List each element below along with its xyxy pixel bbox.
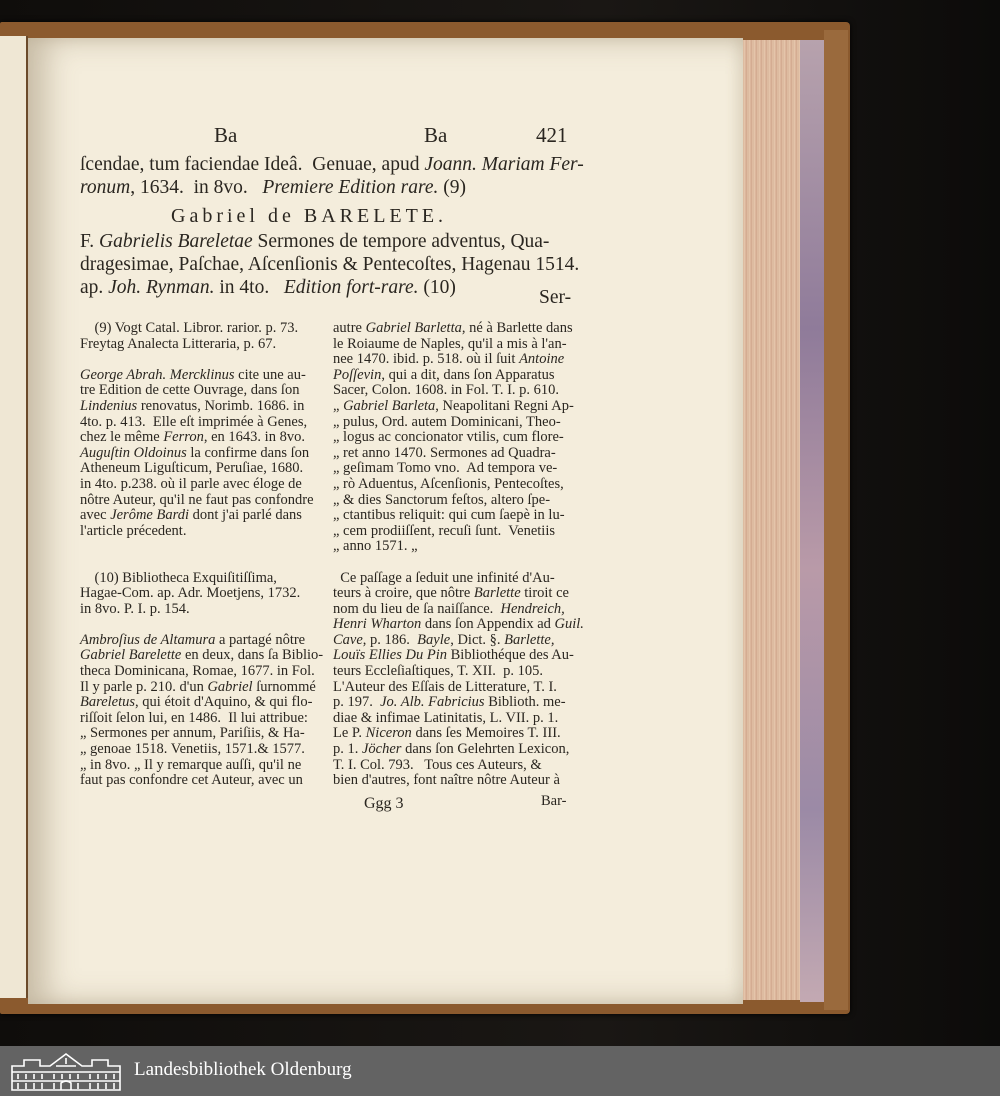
left-column-line [80, 772, 323, 788]
section-title: Gabriel de BARELETE. [171, 205, 448, 227]
right-column-line-segment: Le P. [333, 725, 366, 742]
left-column-line-segment: faut pas confondre cet Auteur, avec un [80, 772, 303, 789]
entry-line-segment: Sermones de tempore adventus, Qua- [252, 231, 550, 252]
right-column-line-segment: Louïs Ellies Du Pin [333, 647, 447, 664]
left-column-line [80, 351, 323, 367]
right-column-line [333, 694, 584, 710]
right-column-line-segment: nee 1470. ibid. p. 518. où il ſuit [333, 351, 520, 368]
left-column-line-segment: George Abrah. Mercklinus [80, 366, 235, 383]
right-column-line-segment: diae & infimae Latinitatis, L. VII. p. 1. [333, 709, 559, 726]
left-column-line-segment: Il y parle p. 210. d'un [80, 678, 208, 695]
left-column-line [80, 647, 323, 663]
left-column-line [80, 570, 323, 586]
right-column-line-segment: le Roiaume de Naples, qu'il a mis à l'an- [333, 335, 567, 352]
left-column-line-segment: Gabriel Barelette [80, 647, 182, 664]
right-column-line-segment: „ cem prodiiſſent, recuſi ſunt. Venetiis [333, 522, 556, 539]
left-column-line [80, 679, 323, 695]
footnotes-left-column [80, 320, 323, 788]
right-column-line [333, 725, 584, 741]
left-column-line-segment: Gabriel [207, 678, 253, 695]
right-column-line [333, 460, 584, 476]
left-column-line [80, 382, 323, 398]
top-line-segment: ronum [80, 177, 131, 198]
left-column-line-segment: 4to. p. 413. Elle eſt imprimée à Genes, [80, 413, 308, 430]
left-column-line-segment: Hagae-Com. ap. Adr. Moetjens, 1732. [80, 585, 301, 602]
entry-line-segment: F. [80, 231, 100, 252]
left-column-line-segment: Ambroſius de Altamura [80, 631, 216, 648]
entry-line-segment: in 4to. [214, 277, 284, 298]
right-column-line-segment: Biblioth. me- [484, 694, 566, 711]
left-column-line-segment: in 4to. p.238. où il parle avec éloge de [80, 475, 302, 492]
top-line-segment: , 1634. in 8vo. [130, 177, 263, 198]
left-column-line [80, 460, 323, 476]
left-column-line-segment: (10) Bibliotheca Exquiſitiſſima, [80, 569, 277, 586]
entry-line [80, 253, 579, 276]
catchword-top: Ser- [539, 287, 572, 308]
right-column-line [333, 538, 584, 554]
left-column-line [80, 601, 323, 617]
right-column-line [333, 647, 584, 663]
right-column-line-segment: Jo. Alb. Fabricius [380, 694, 485, 711]
right-column-line-segment: dans ſon Gelehrten Lexicon, [401, 741, 570, 758]
left-column-line-segment: renovatus, Norimb. 1686. in [137, 397, 305, 414]
entry-line-segment: Gabrielis Bareletae [99, 231, 253, 252]
right-column-line-segment: „ pulus, Ord. autem Dominicani, Theo- [333, 413, 561, 430]
right-column-line [333, 367, 584, 383]
signature-mark: Ggg 3 [364, 795, 404, 812]
left-column-line-segment: in 8vo. P. I. p. 154. [80, 600, 190, 617]
entry-line-segment: ap. [80, 277, 109, 298]
right-column-line [333, 772, 584, 788]
left-column-line-segment: Ferron [163, 429, 204, 446]
right-column-line [333, 476, 584, 492]
left-column-line-segment: theca Dominicana, Romae, 1677. in Fol. [80, 663, 315, 680]
left-column-line [80, 523, 323, 539]
left-column-line [80, 632, 323, 648]
right-column-line-segment: L'Auteur des Eſſais de Litterature, T. I. [333, 678, 557, 695]
left-column-line [80, 336, 323, 352]
right-column-line [333, 492, 584, 508]
entry-line-segment: (10) [418, 277, 456, 298]
library-footer-bar [0, 1046, 1000, 1096]
right-column-line-segment: Guil. [554, 616, 584, 633]
right-column-line-segment: Barlette [473, 585, 521, 602]
right-column-line [333, 351, 584, 367]
left-column-line-segment: Jerôme Bardi [110, 507, 189, 524]
entry-line [80, 230, 579, 253]
right-column-line [333, 616, 584, 632]
right-column-line-segment: , Dict. §. [450, 631, 505, 648]
left-column-line-segment: dont j'ai parlé dans [188, 507, 302, 524]
right-column-line-segment: Barlette, [504, 631, 555, 648]
right-column-line [333, 757, 584, 773]
right-column-line-segment: p. 1. [333, 741, 362, 758]
left-column-line [80, 367, 323, 383]
right-column-line-segment: „ anno 1571. „ [333, 538, 418, 555]
left-column-line-segment: la confirme dans ſon [186, 444, 310, 461]
right-column-line-segment: autre [333, 320, 366, 336]
right-column-line [333, 585, 584, 601]
footnotes-right-column [333, 320, 584, 788]
right-column-line [333, 741, 584, 757]
right-column-line-segment: p. 197. [333, 694, 381, 711]
right-column-line-segment: „ rò Aduentus, Aſcenſionis, Pentecoſtes, [333, 475, 564, 492]
top-line-segment: Joann. Mariam Fer- [424, 154, 584, 175]
left-column-line [80, 554, 323, 570]
left-column-line [80, 538, 323, 554]
right-column-line-segment: teurs à croire, que nôtre [333, 585, 474, 602]
right-column-line [333, 601, 584, 617]
left-column-line-segment: nôtre Auteur, qu'il ne faut pas confondre [80, 491, 314, 508]
right-column-line [333, 632, 584, 648]
right-column-line-segment: Bibliothéque des Au- [447, 647, 574, 664]
right-column-line-segment: „ geſimam Tomo vno. Ad tempora ve- [333, 460, 558, 477]
right-column-line-segment: teurs Eccleſiaſtiques, T. XII. p. 105. [333, 663, 544, 680]
left-column-line-segment: Auguſtin Oldoinus [80, 444, 187, 461]
right-column-line-segment: „ [333, 397, 344, 414]
right-column-line [333, 679, 584, 695]
entry-paragraph [80, 230, 579, 299]
left-column-line-segment: chez le même [80, 429, 164, 446]
left-column-line-segment: , en 1643. in 8vo. [203, 429, 305, 446]
left-column-line [80, 429, 323, 445]
left-column-line [80, 320, 323, 336]
right-column-line [333, 414, 584, 430]
right-column-line [333, 429, 584, 445]
right-column-line [333, 398, 584, 414]
left-column-line [80, 492, 323, 508]
catchword-bottom: Bar- [541, 793, 567, 809]
right-column-line [333, 663, 584, 679]
right-column-line-segment: Henri Wharton [333, 616, 422, 633]
left-column-line-segment: l'article précedent. [80, 522, 187, 539]
entry-line [80, 276, 579, 299]
left-column-line [80, 710, 323, 726]
right-column-line-segment: Sacer, Colon. 1608. in Fol. T. I. p. 610. [333, 382, 560, 399]
left-column-line [80, 663, 323, 679]
right-column-line-segment: Cave [333, 631, 363, 648]
right-column-line [333, 336, 584, 352]
left-column-line [80, 476, 323, 492]
right-column-line [333, 445, 584, 461]
running-head-left: Ba [214, 123, 238, 147]
top-paragraph [80, 153, 584, 199]
right-column-line [333, 554, 584, 570]
library-building-icon [10, 1050, 122, 1092]
right-column-line [333, 710, 584, 726]
left-column-line-segment: a partagé nôtre [215, 631, 306, 648]
left-column-line [80, 694, 323, 710]
left-column-line [80, 616, 323, 632]
right-column-line-segment: , p. 186. [362, 631, 418, 648]
left-column-line-segment: Freytag Analecta Litteraria, p. 67. [80, 335, 277, 352]
left-column-line-segment: „ in 8vo. „ Il y remarque auſſi, qu'il ne [80, 756, 302, 773]
right-column-line-segment: Poſſevin [333, 366, 382, 383]
right-column-line-segment: dans ſon Appendix ad [421, 616, 555, 633]
top-line-segment: (9) [438, 177, 467, 198]
top-line-segment: Premiere Edition rare. [262, 177, 439, 198]
left-column-line-segment: cite une au- [234, 366, 306, 383]
right-column-line-segment: Niceron [365, 725, 412, 742]
right-column-line-segment: Gabriel Barleta [343, 397, 436, 414]
right-column-line-segment: , qui a dit, dans ſon Apparatus [381, 366, 555, 383]
left-column-line-segment: „ Sermones per annum, Pariſiis, & Ha- [80, 725, 305, 742]
running-head-center: Ba [424, 123, 448, 147]
left-column-line-segment: (9) Vogt Catal. Libror. rarior. p. 73. [80, 320, 299, 336]
right-column-line-segment: „ ctantibus reliquit: qui cum ſaepè in lu- [333, 507, 565, 524]
library-name: Landesbibliothek Oldenburg [134, 1059, 352, 1080]
left-column-line-segment: „ genoae 1518. Venetiis, 1571.& 1577. [80, 741, 305, 758]
left-column-line [80, 725, 323, 741]
left-column-line-segment: ſurnommé [252, 678, 316, 695]
right-column-line-segment: dans ſes Memoires T. III. [411, 725, 561, 742]
left-column-line [80, 757, 323, 773]
right-column-line [333, 507, 584, 523]
right-column-line [333, 523, 584, 539]
right-column-line-segment: Ce paſſage a ſeduit une infinité d'Au- [333, 569, 555, 586]
left-column-line [80, 398, 323, 414]
right-column-line-segment: Jöcher [362, 741, 402, 758]
left-column-line [80, 585, 323, 601]
left-column-line-segment: avec [80, 507, 111, 524]
left-column-line [80, 445, 323, 461]
entry-line-segment: Joh. Rynman. [108, 277, 215, 298]
left-column-line-segment: Atheneum Liguſticum, Peruſiae, 1680. [80, 460, 304, 477]
right-column-line-segment: „ & dies Sanctorum feſtos, altero ſpe- [333, 491, 551, 508]
top-line [80, 176, 584, 199]
page-stack-edge [743, 40, 800, 1000]
left-column-line-segment: , qui étoit d'Aquino, & qui flo- [135, 694, 313, 711]
right-column-line-segment: bien d'autres, font naître nôtre Auteur à [333, 772, 560, 789]
right-column-line-segment: „ logus ac concionator vtilis, cum flore- [333, 429, 564, 446]
right-column-line-segment: tiroit ce [520, 585, 569, 602]
left-column-line-segment: riſſoit ſelon lui, en 1486. Il lui attribue: [80, 709, 308, 726]
entry-line-segment: dragesimae, Paſchae, Aſcenſionis & Pentecoſtes, Hagenau 1514. [80, 254, 580, 275]
left-column-line-segment: Lindenius [80, 397, 138, 414]
right-column-line-segment: Bayle [417, 631, 451, 648]
left-column-line-segment: en deux, dans ſa Biblio- [181, 647, 324, 664]
right-column-line-segment: Hendreich, [500, 600, 565, 617]
left-column-line-segment: tre Edition de cette Ouvrage, dans ſon [80, 382, 300, 399]
entry-line-segment: Edition fort-rare. [283, 277, 419, 298]
right-column-line [333, 570, 584, 586]
right-column-line [333, 320, 584, 336]
leather-spine-edge [824, 30, 848, 1010]
right-column-line-segment: „ ret anno 1470. Sermones ad Quadra- [333, 444, 556, 461]
right-column-line-segment: nom du lieu de ſa naiſſance. [333, 600, 501, 617]
top-line-segment: ſcendae, tum faciendae Ideâ. Genuae, apud [80, 154, 425, 175]
right-column-line-segment: Gabriel Barletta [365, 320, 462, 336]
right-column-line-segment: T. I. Col. 793. Tous ces Auteurs, & [333, 756, 542, 773]
left-column-line [80, 741, 323, 757]
marbled-edge [800, 40, 824, 1002]
right-column-line [333, 382, 584, 398]
left-column-line [80, 414, 323, 430]
top-line [80, 153, 584, 176]
right-column-line-segment: , né à Barlette dans [461, 320, 573, 336]
right-column-line-segment: , Neapolitani Regni Ap- [435, 397, 574, 414]
right-column-line-segment: Antoine [519, 351, 565, 368]
page-number: 421 [536, 123, 568, 147]
left-column-line [80, 507, 323, 523]
left-column-line-segment: Bareletus [80, 694, 136, 711]
left-page-edge [0, 36, 28, 998]
